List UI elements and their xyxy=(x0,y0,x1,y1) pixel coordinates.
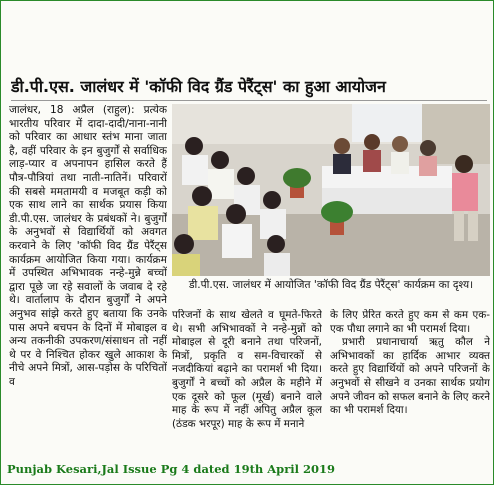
article-column-middle xyxy=(172,309,322,459)
article-text-left: जालंधर, 18 अप्रैल (राहुल): प्रत्येक भारतीय परिवार में दादा-दादी/नाना-नानी को परिवार का आधार स्तंभ माना जाता है, वहीं परिवार के इन बुजुर्गों से सर्वाधिक लाड़-प्यार व अपनापन हासिल करते हैं पौत्र-पौत्रियां तथा नाती-नातिनें। परिवारों की सबसे ममतामयी व मजबूत कड़ी को एक साथ लाने का सार्थक प्रयास किया डी.पी.एस. जालंधर के प्रबंधकों ने। बुजुर्गों के अनुभवों से विद्यार्थियों को अवगत करवाने के लिए 'कॉफी विद ग्रैंड पेरैंट्स कार्यक्रम आयोजित किया गया। कार्यक्रम में उपस्थित अभिभावक नन्हे-मुन्ने बच्चों द्वारा पूछे जा रहे सवालों के जवाब दे रहे थे। वार्तालाप के दौरान बुजुर्गों ने अपने अनुभव सांझे करते हुए बताया कि उनके पास अपने बचपन के दिनों में मोबाइल व अन्य तकनीकी उपकरण/संसाधन तो नहीं थे पर वे निश्चित होकर खुले आकाश के नीचे अपने मित्रों, आस-पड़ोस के परिचितों व xyxy=(9,104,167,388)
article-text-right-2: प्रभारी प्रधानाचार्या ऋतु कौल ने अभिभावकों का हार्दिक आभार व्यक्त करते हुए विद्यार्थियों को अपने परिजनों के अनुभवों से सीखने व उनका सार्थक प्रयोग अपने जीवन को सफल बनाने के लिए करने का भी परामर्श दिया। xyxy=(330,336,490,417)
article-column-right xyxy=(330,309,490,459)
source-footer: Punjab Kesari,Jal Issue Pg 4 dated 19th April 2019 xyxy=(7,462,336,476)
article-text-middle: परिजनों के साथ खेलते व घूमते-फिरते थे। सभी अभिभावकों ने नन्हे-मुन्नों को मोबाइल से दूरी बनाने तथा परिजनों, मित्रों, प्रकृति व सम-विचारकों से नजदीकियां बढ़ाने का परामर्श भी दिया। बुजुर्गों ने बच्चों को अप्रैल के महीने में एक दूसरे को फूल (मूर्ख) बनाने वाले माह के रूप में नहीं अपितु अप्रैल कूल (ठंडक भरपूर) माह के रूप में मनाने xyxy=(172,309,322,430)
event-photo xyxy=(172,104,490,276)
subheadline: डी.पी.एस. जालंधर में 'कॉफी विद ग्रैंड पेरैंट्स' का हुआ आयोजन xyxy=(11,76,487,101)
article-column-left xyxy=(9,104,167,456)
photo-caption: डी.पी.एस. जालंधर में आयोजित 'कॉफी विद ग्रैंड पेरैंट्स' कार्यक्रम का दृश्य। xyxy=(188,279,474,291)
article-text-right-1: के लिए प्रेरित करते हुए कम से कम एक-एक पौधा लगाने का भी परामर्श दिया। xyxy=(330,309,490,335)
event-photo-illustration xyxy=(172,104,490,276)
